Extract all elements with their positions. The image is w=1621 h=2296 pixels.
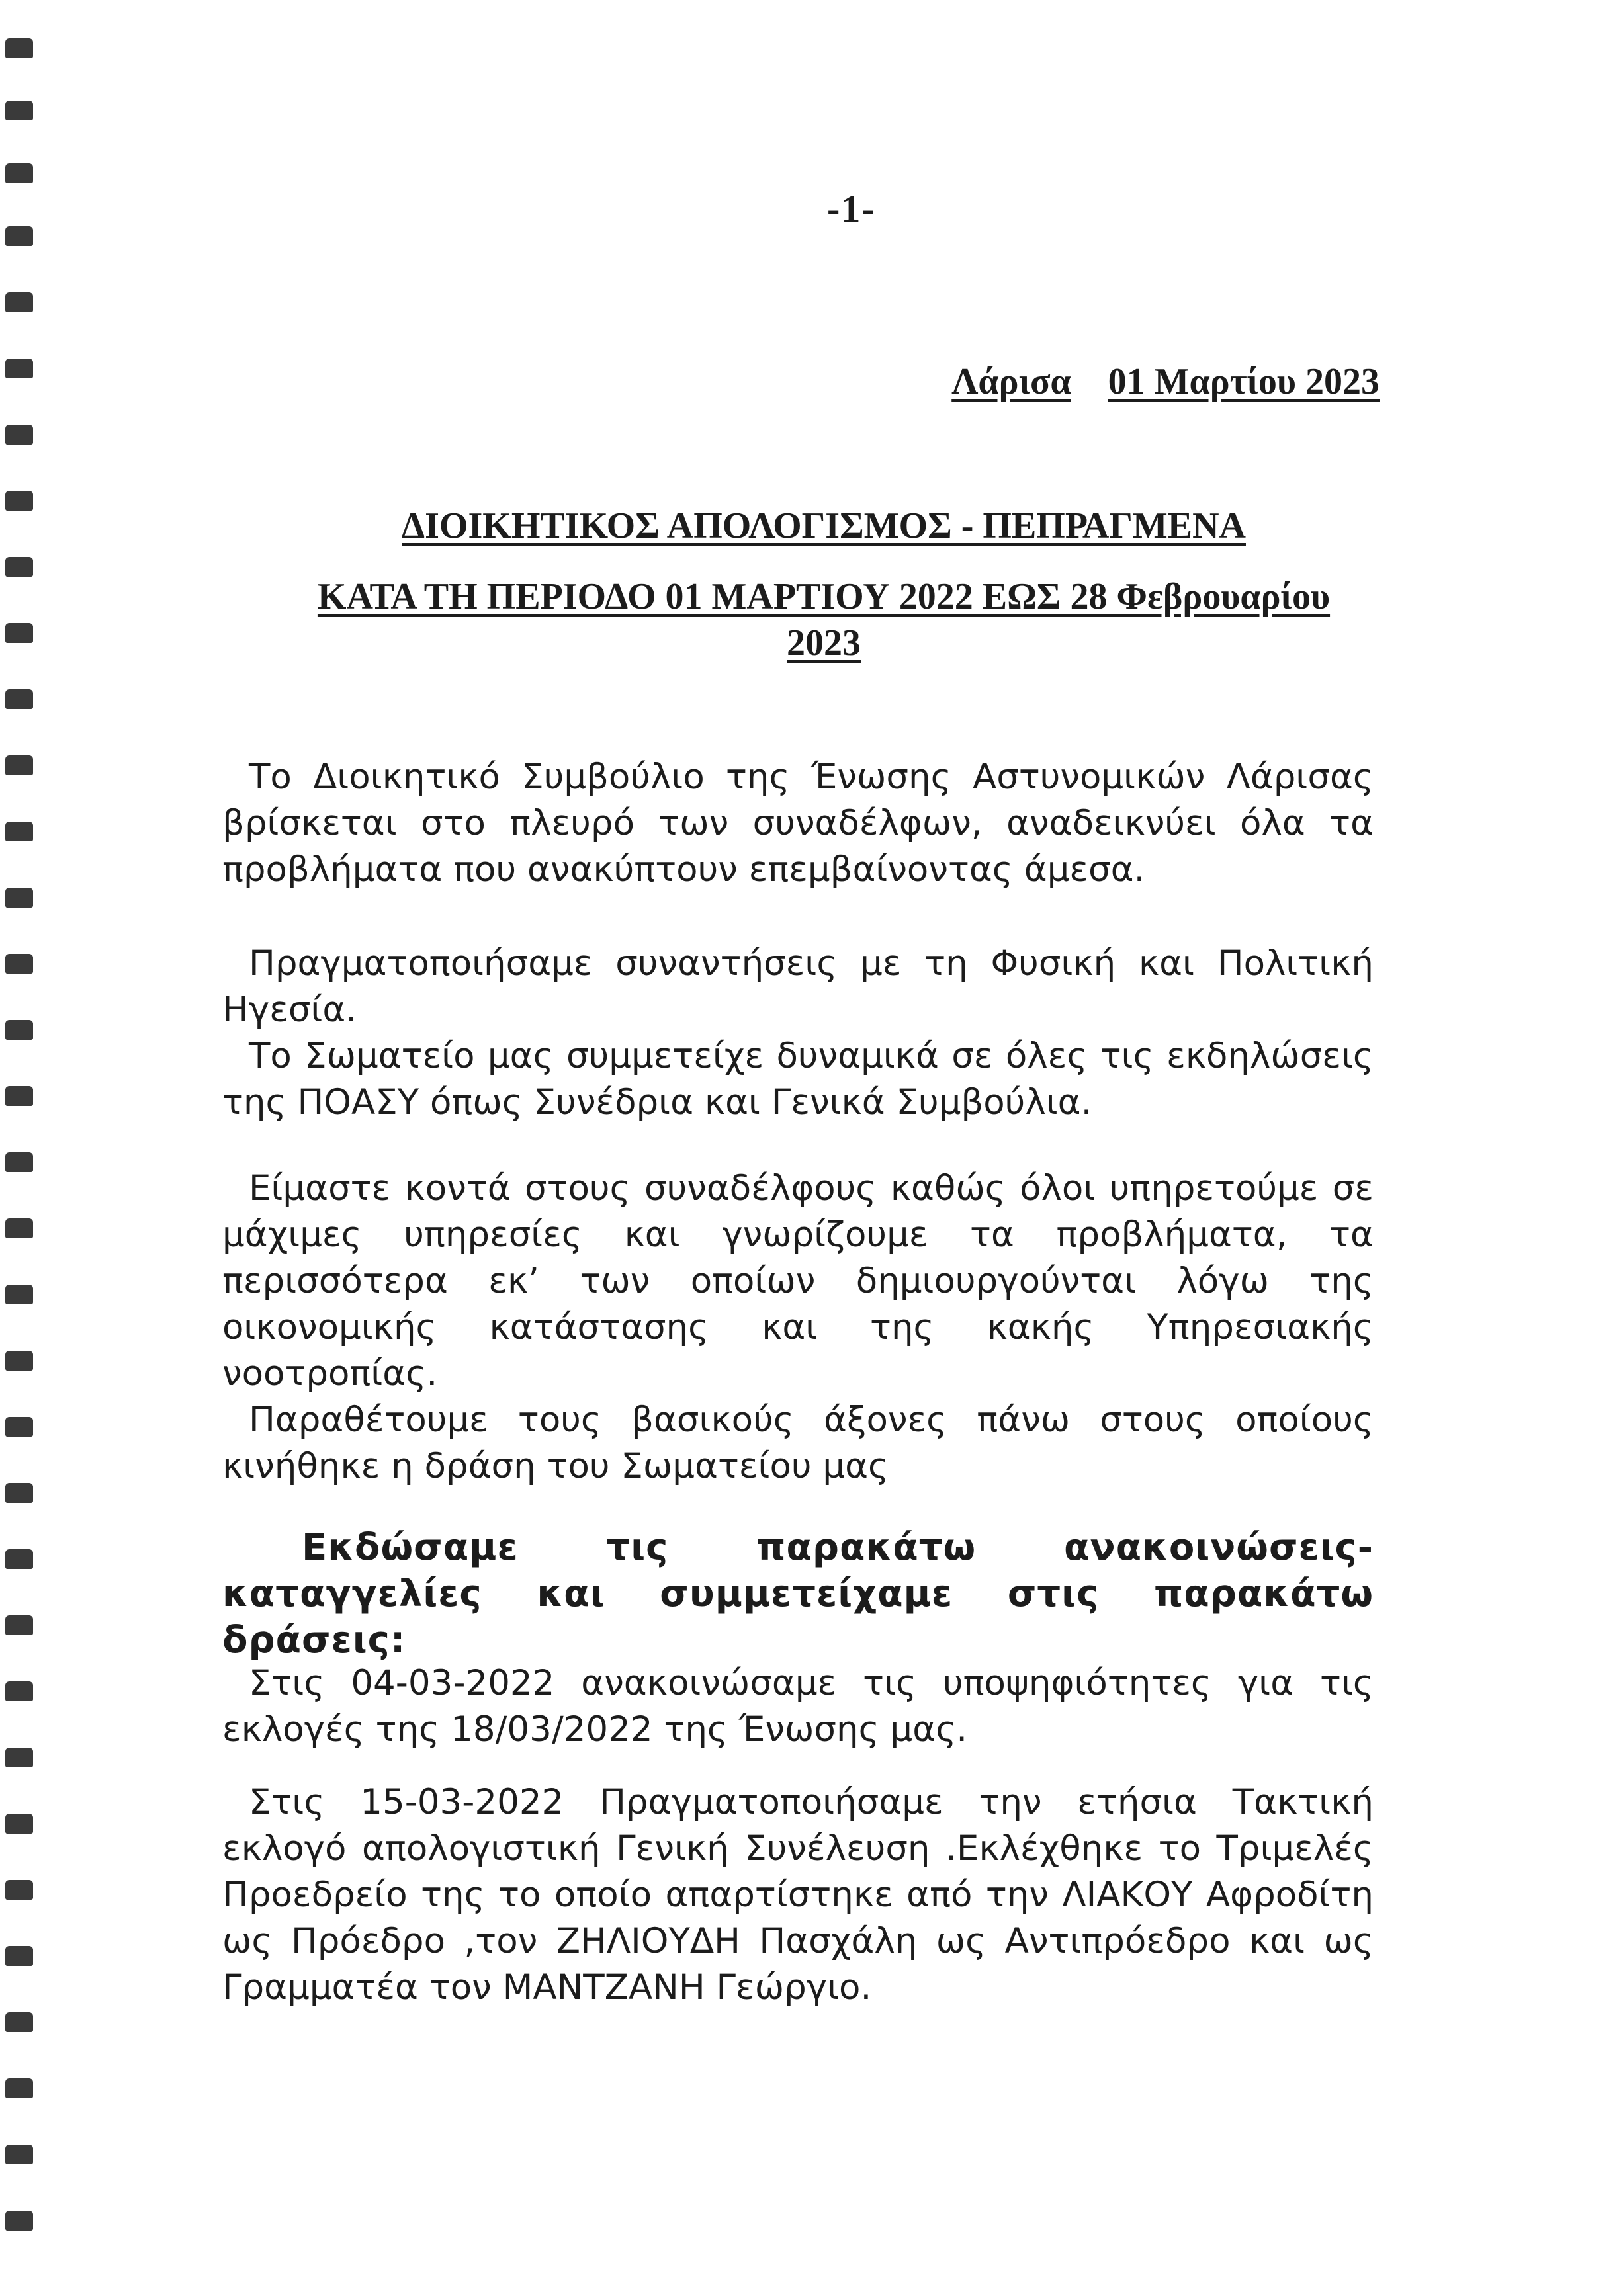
binder-hole bbox=[5, 1615, 33, 1635]
binder-hole bbox=[5, 1814, 33, 1834]
binder-hole bbox=[5, 1218, 33, 1238]
binder-hole bbox=[5, 888, 33, 908]
page-number: -1- bbox=[827, 187, 876, 230]
paragraph-candidacies: Στις 04-03-2022 ανακοινώσαμε τις υποψηφιότητες για τις εκλογές της 18/03/2022 της Ένωσης μας. bbox=[222, 1663, 1374, 1750]
binder-hole bbox=[5, 101, 33, 120]
binder-hole bbox=[5, 1946, 33, 1966]
binder-hole bbox=[5, 38, 33, 58]
paragraph-colleagues: Είμαστε κοντά στους συναδέλφους καθώς όλοι υπηρετούμε σε μάχιμες υπηρεσίες και γνωρίζουμε τα προβλήματα, τα περισσότερα εκ’ των οποίων δημιουργούνται λόγω της οικονομικής κατάστασης και της κακής Υπηρεσιακής νοοτροπίας. bbox=[222, 1168, 1374, 1394]
binder-hole bbox=[5, 292, 33, 312]
date-text: 01 Μαρτίου 2023 bbox=[1108, 361, 1380, 402]
paragraph-announcements-heading: Εκδώσαμε τις παρακάτω ανακοινώσεις- καταγγελίες και συμμετείχαμε στις παρακάτω δράσεις: bbox=[222, 1526, 1374, 1662]
document-title-line2: ΚΑΤΑ ΤΗ ΠΕΡΙΟΔΟ 01 ΜΑΡΤΙΟΥ 2022 ΕΩΣ 28 Φεβρουαρίου bbox=[317, 576, 1331, 617]
binder-hole bbox=[5, 163, 33, 183]
document-title-line3: 2023 bbox=[787, 622, 861, 663]
document-title-line1: ΔΙΟΙΚΗΤΙΚΟΣ ΑΠΟΛΟΓΙΣΜΟΣ - ΠΕΠΡΑΓΜΕΝΑ bbox=[402, 505, 1246, 546]
document-date bbox=[951, 361, 1380, 403]
paragraph-board-intro: Το Διοικητικό Συμβούλιο της Ένωσης Αστυνομικών Λάρισας βρίσκεται στο πλευρό των συναδέλφων, αναδεικνύει όλα τα προβλήματα που ανακύπτουν επεμβαίνοντας άμεσα. bbox=[222, 757, 1374, 890]
binder-hole bbox=[5, 1417, 33, 1437]
binder-hole bbox=[5, 425, 33, 445]
binder-hole bbox=[5, 689, 33, 709]
binder-hole bbox=[5, 1086, 33, 1106]
date-city: Λάρισα bbox=[951, 361, 1071, 402]
binder-hole bbox=[5, 755, 33, 775]
binder-hole bbox=[5, 954, 33, 974]
paragraph-poasy: Το Σωματείο μας συμμετείχε δυναμικά σε όλες τις εκδηλώσεις της ΠΟΑΣΥ όπως Συνέδρια και Γενικά Συμβούλια. bbox=[222, 1036, 1374, 1123]
binder-hole bbox=[5, 2145, 33, 2164]
binder-hole bbox=[5, 557, 33, 577]
paragraph-meetings: Πραγματοποιήσαμε συναντήσεις με τη Φυσική και Πολιτική Ηγεσία. bbox=[222, 943, 1374, 1030]
binder-hole bbox=[5, 1681, 33, 1701]
binder-holes bbox=[5, 0, 38, 2296]
binder-hole bbox=[5, 1483, 33, 1503]
binder-hole bbox=[5, 822, 33, 841]
binder-hole bbox=[5, 1020, 33, 1040]
binder-hole bbox=[5, 1285, 33, 1304]
paragraph-general-assembly: Στις 15-03-2022 Πραγματοποιήσαμε την ετήσια Τακτική εκλογό απολογιστική Γενική Συνέλευση .Εκλέχθηκε το Τριμελές Προεδρείο της το οποίο απαρτίστηκε από την ΛΙΑΚΟΥ Αφροδίτη ως Πρόεδρο ,τον ΖΗΛΙΟΥΔΗ Πασχάλη ως Αντιπρόεδρο και ως Γραμματέα τον ΜΑΝΤΖΑΝΗ Γεώργιο. bbox=[222, 1782, 1374, 2008]
binder-hole bbox=[5, 2078, 33, 2098]
binder-hole bbox=[5, 1748, 33, 1767]
paragraph-axes: Παραθέτουμε τους βασικούς άξονες πάνω στους οποίους κινήθηκε η δράση του Σωματείου μας bbox=[222, 1400, 1374, 1486]
binder-hole bbox=[5, 359, 33, 378]
binder-hole bbox=[5, 2012, 33, 2032]
binder-hole bbox=[5, 1880, 33, 1900]
binder-hole bbox=[5, 2211, 33, 2231]
binder-hole bbox=[5, 1152, 33, 1172]
binder-hole bbox=[5, 226, 33, 246]
binder-hole bbox=[5, 1351, 33, 1371]
binder-hole bbox=[5, 1549, 33, 1569]
